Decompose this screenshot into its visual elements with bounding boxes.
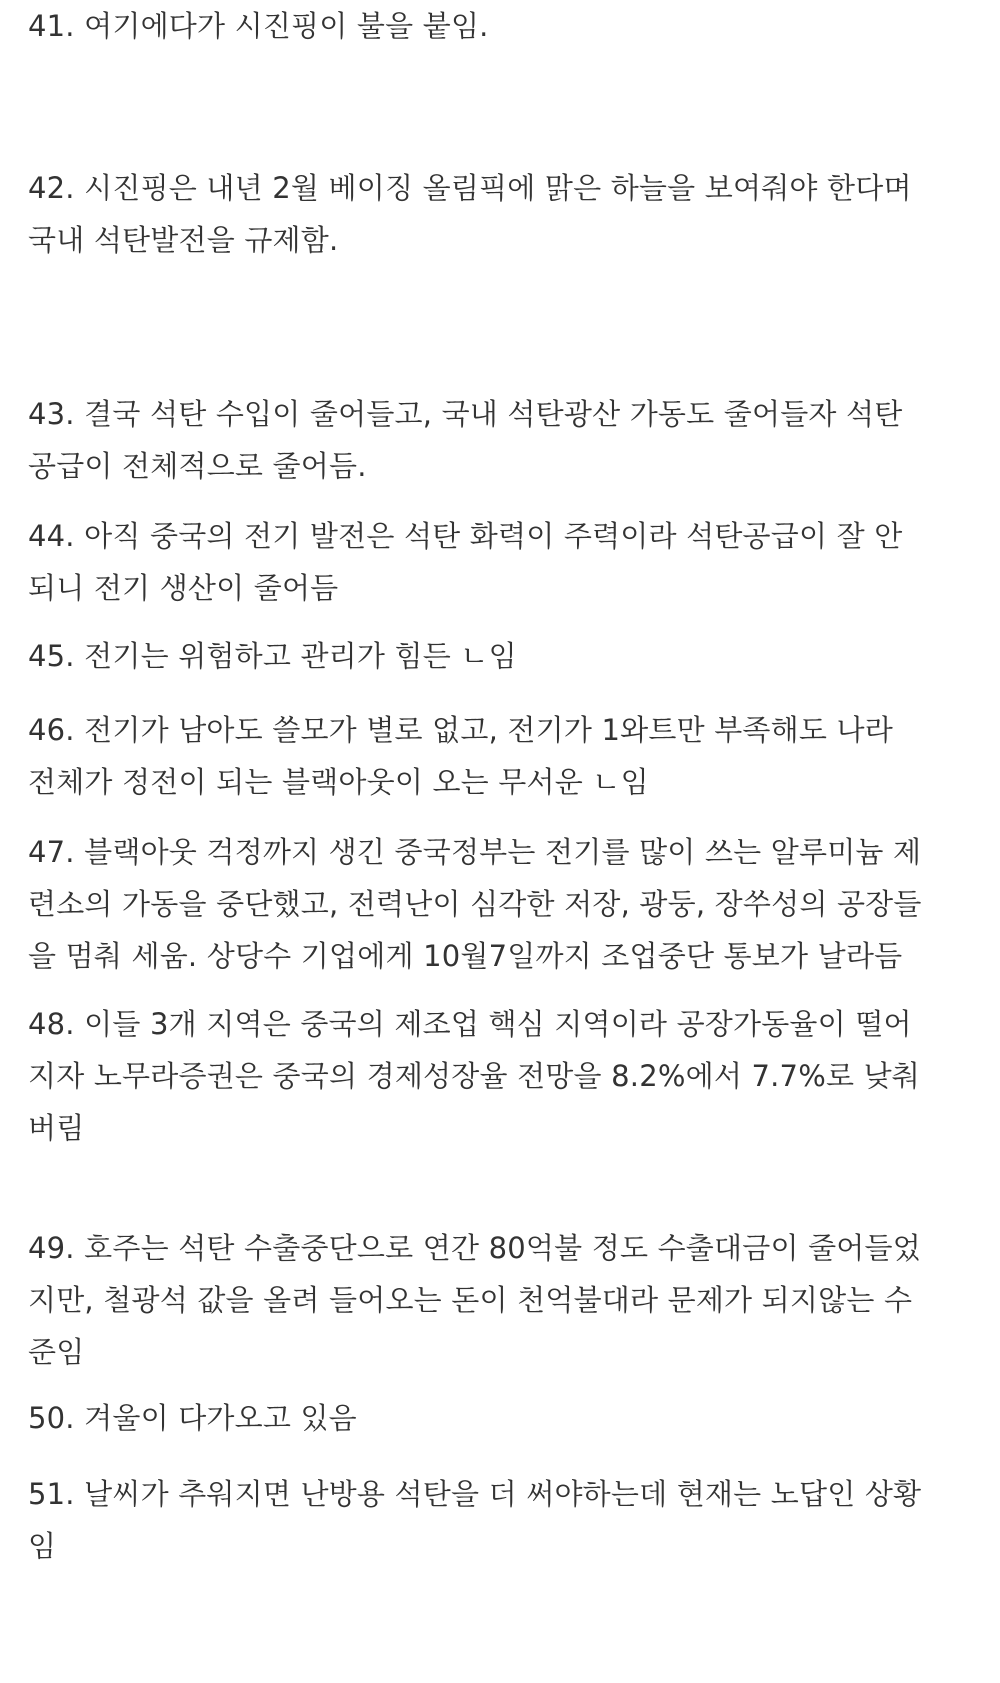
paragraph-45: 45. 전기는 위험하고 관리가 힘든 ㄴ임 [28,639,517,673]
paragraph-47: 47. 블랙아웃 걱정까지 생긴 중국정부는 전기를 많이 쓰는 알루미늄 제 련소의 가동을 중단했고, 전력난이 심각한 저장, 광둥, 장쑤성의 공장들 을 멈춰 세움. 상당수 기업에게 10월7일까지 조업중단 통보가 날라듬 [28,835,922,973]
paragraph-43: 43. 결국 석탄 수입이 줄어들고, 국내 석탄광산 가동도 줄어들자 석탄 공급이 전체적으로 줄어듬. [28,397,903,483]
paragraph-46: 46. 전기가 남아도 쓸모가 별로 없고, 전기가 1와트만 부족해도 나라 전체가 정전이 되는 블랙아웃이 오는 무서운 ㄴ임 [28,713,893,799]
paragraph-51: 51. 날씨가 추워지면 난방용 석탄을 더 써야하는데 현재는 노답인 상황 임 [28,1477,922,1563]
paragraph-41: 41. 여기에다가 시진핑이 불을 붙임. [28,9,489,43]
paragraph-44: 44. 아직 중국의 전기 발전은 석탄 화력이 주력이라 석탄공급이 잘 안 되니 전기 생산이 줄어듬 [28,519,903,605]
paragraph-49: 49. 호주는 석탄 수출중단으로 연간 80억불 정도 수출대금이 줄어들었 지만, 철광석 값을 올려 들어오는 돈이 천억불대라 문제가 되지않는 수 준임 [28,1231,921,1369]
paragraph-50: 50. 겨울이 다가오고 있음 [28,1401,357,1435]
paragraph-42: 42. 시진핑은 내년 2월 베이징 올림픽에 맑은 하늘을 보여줘야 한다며 국내 석탄발전을 규제함. [28,171,912,257]
paragraph-48: 48. 이들 3개 지역은 중국의 제조업 핵심 지역이라 공장가동율이 떨어 지자 노무라증권은 중국의 경제성장율 전망을 8.2%에서 7.7%로 낮춰 버림 [28,1007,921,1145]
